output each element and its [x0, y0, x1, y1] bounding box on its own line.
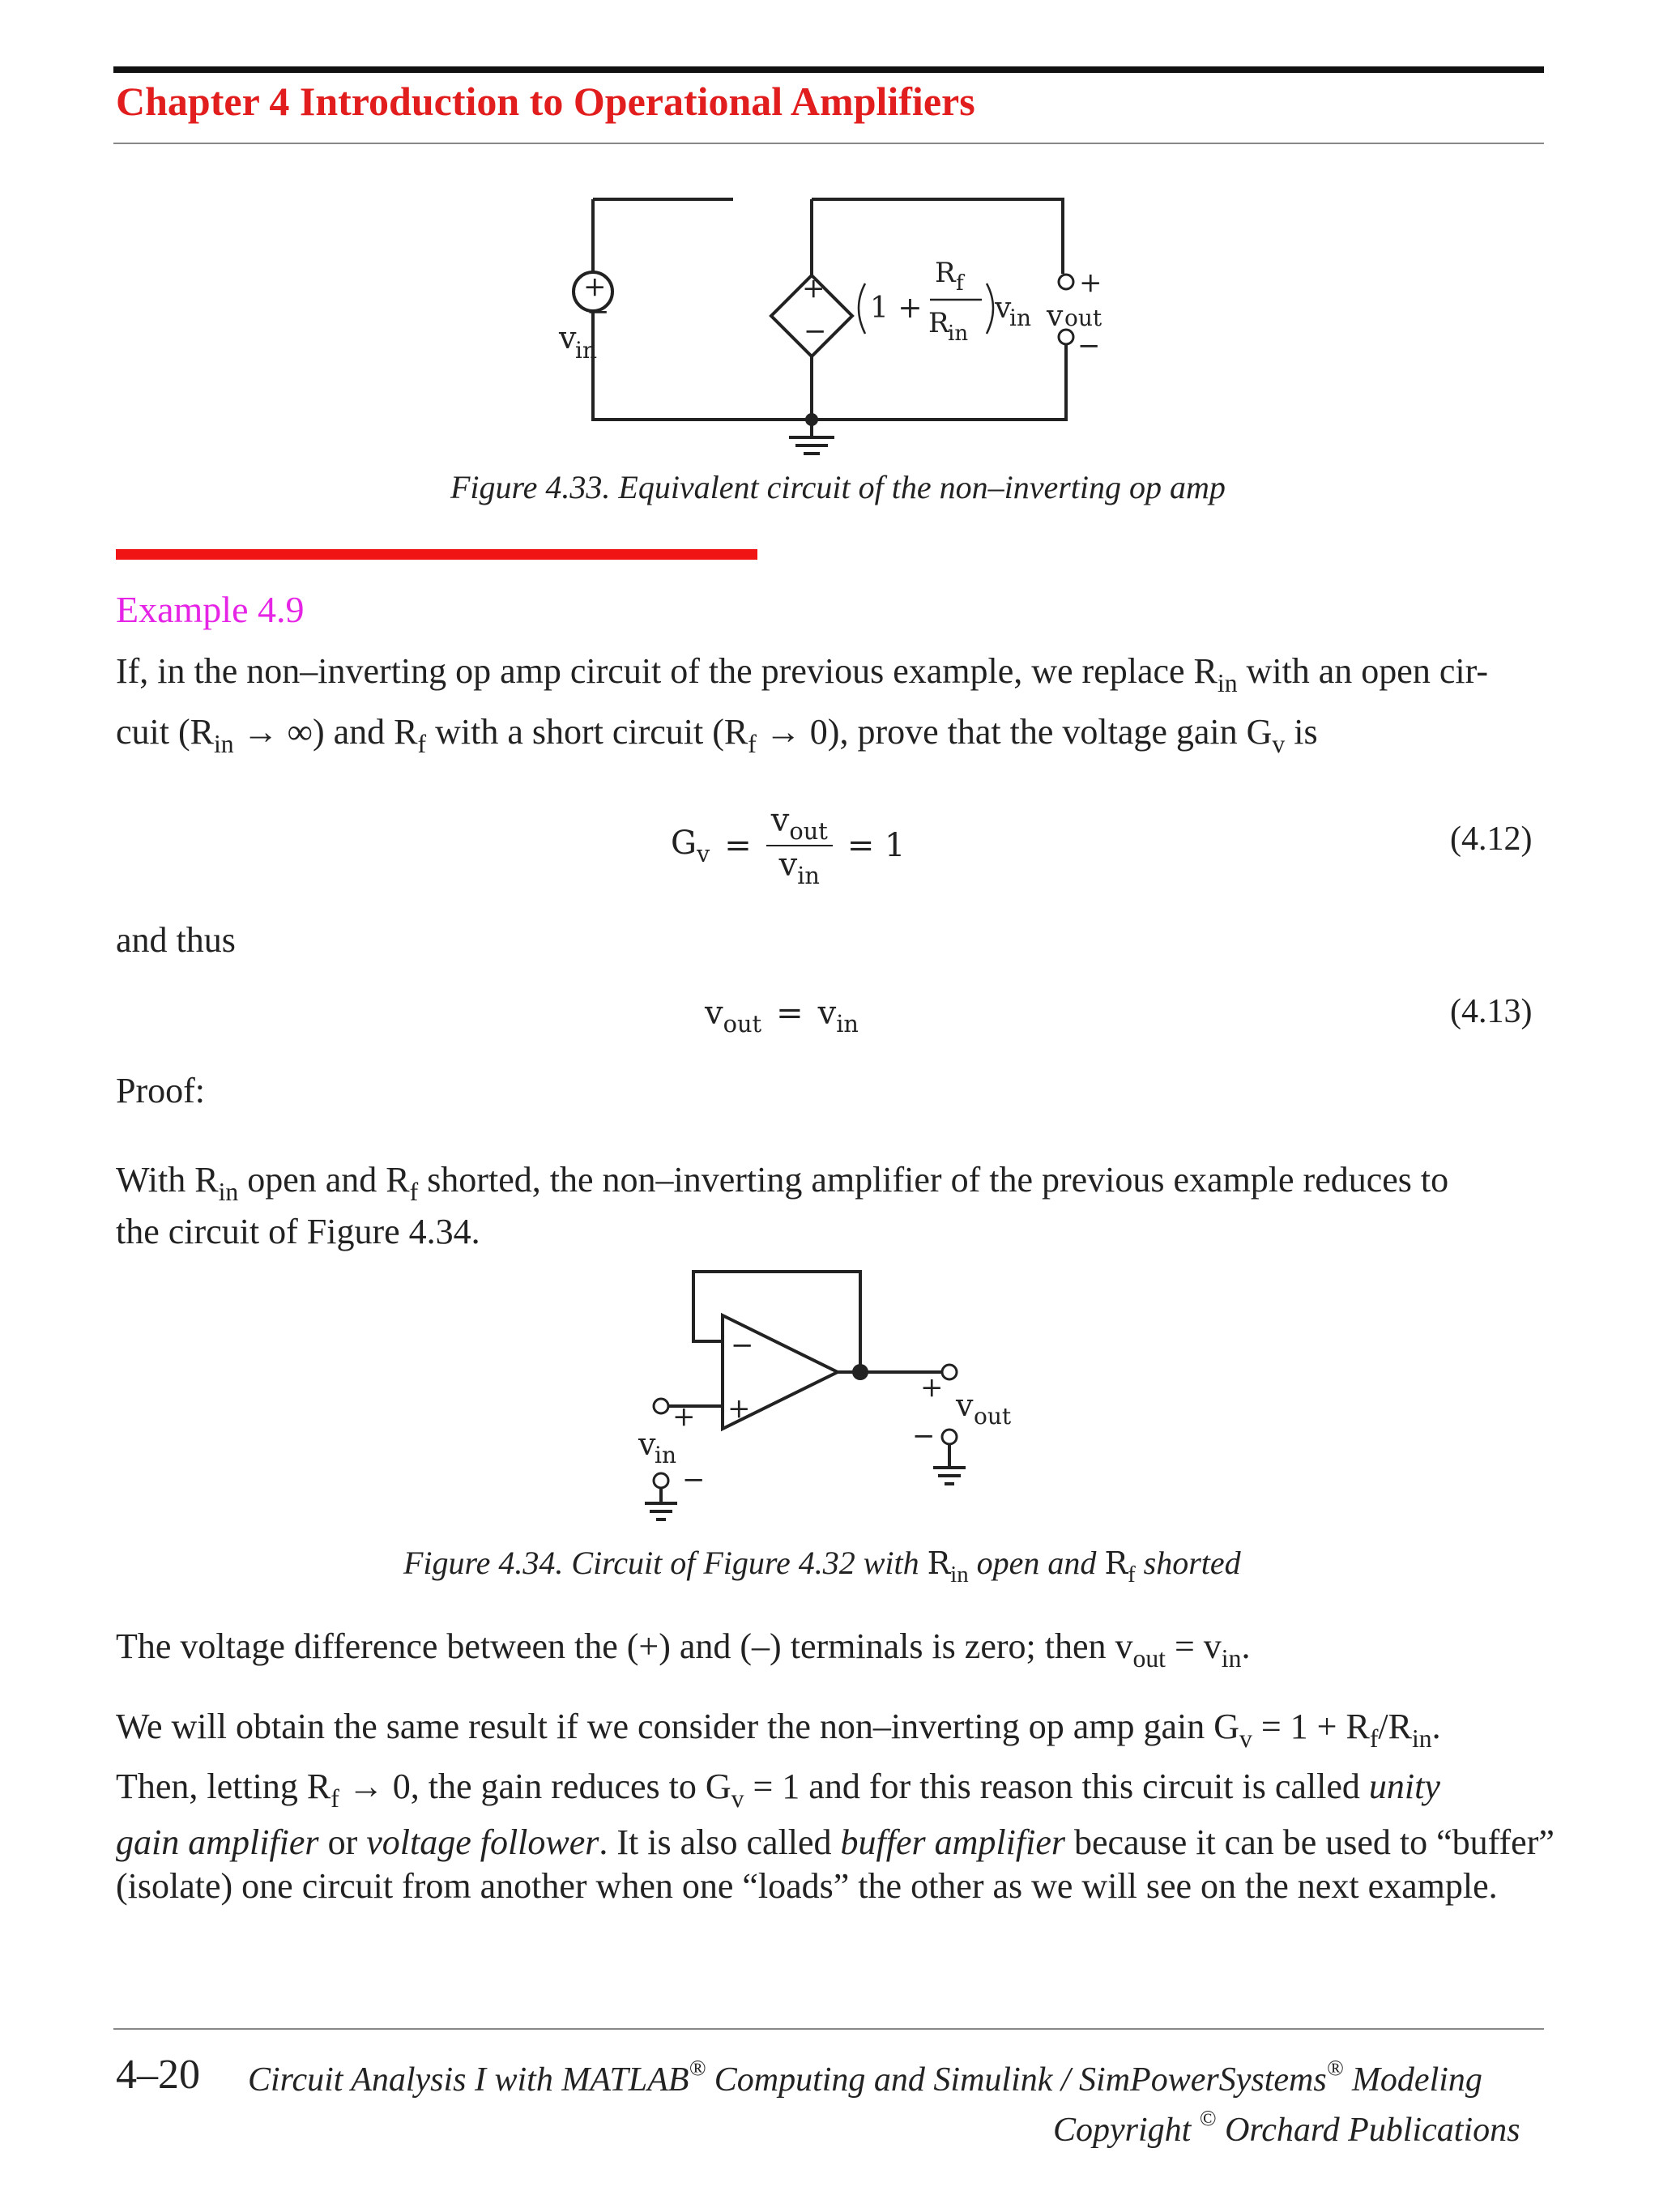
svg-text:v: v	[638, 1426, 656, 1462]
paragraph-4-line-3: gain amplifier or voltage follower. It is also called buffer amplifier because it can be used to “buffer”	[116, 1822, 1555, 1862]
equation-4-12: $G_v$ = $\frac{v_{out}}{v_{in}}$ = 1	[671, 802, 906, 890]
paragraph-4-line-2: Then, letting $R_f \to 0$, the gain reduces to $G_v = 1$ and for this reason this circuit is called unity	[116, 1767, 1440, 1813]
svg-text:R: R	[928, 307, 949, 339]
header-rule	[113, 66, 1544, 73]
figure-4-33-caption: Figure 4.33. Equivalent circuit of the non–inverting op amp	[450, 469, 1226, 505]
svg-text:in: in	[1009, 305, 1031, 331]
paragraph-4-line-4: (isolate) one circuit from another when one “loads” the other as we will see on the next example.	[116, 1866, 1498, 1906]
output-node	[852, 1364, 868, 1380]
figure-4-34	[624, 1264, 1013, 1539]
svg-text:+: +	[672, 1400, 696, 1433]
svg-text:−: −	[804, 315, 827, 347]
output-terminal-plus	[1059, 275, 1073, 289]
equation-number-4-12: (4.12)	[1450, 820, 1533, 858]
proof-label: Proof:	[116, 1071, 205, 1110]
svg-text:R: R	[935, 257, 956, 289]
svg-text:+: +	[920, 1371, 944, 1404]
example-red-bar	[116, 549, 757, 560]
svg-text:v: v	[995, 292, 1012, 325]
svg-text:out: out	[1064, 305, 1102, 331]
svg-text:1 +: 1 +	[870, 292, 923, 325]
paragraph-3: The voltage difference between the (+) and (–) terminals is zero; then $v_{out} = v_{in}$.	[116, 1626, 1251, 1673]
svg-text:+: +	[727, 1392, 751, 1425]
figure-4-34-caption: Figure 4.34. Circuit of Figure 4.32 with $R_{in}$ open and $R_f$ shorted	[403, 1545, 1241, 1588]
figure-4-33	[518, 186, 1134, 462]
svg-text:−: −	[912, 1420, 936, 1452]
svg-text:out: out	[974, 1403, 1012, 1430]
svg-text:f: f	[956, 271, 964, 296]
svg-text:+: +	[583, 271, 607, 303]
footer-rule	[113, 2028, 1544, 2030]
and-thus-text: and thus	[116, 920, 236, 960]
svg-text:in: in	[655, 1442, 676, 1468]
svg-text:+: +	[802, 272, 825, 305]
footer-copyright: Copyright © Orchard Publications	[1053, 2106, 1520, 2150]
paragraph-1-line-1: If, in the non–inverting op amp circuit of the previous example, we replace $R_{in}$ with an open cir-	[116, 651, 1489, 698]
equation-number-4-13: (4.13)	[1450, 993, 1533, 1030]
svg-text:v: v	[1047, 300, 1064, 333]
vout-terminal-plus	[942, 1365, 957, 1379]
equation-4-13: $v_{out}$ = $v_{in}$	[705, 995, 859, 1038]
vout-terminal-minus	[942, 1430, 957, 1444]
example-title: Example 4.9	[116, 589, 305, 630]
svg-text:in: in	[575, 337, 597, 364]
svg-text:−: −	[586, 296, 610, 328]
paragraph-1-line-2: cuit ($R_{in}$ → ∞) and $R_f$ with a short circuit $(R_f \to 0)$, prove that the voltage gain $G_v$ is	[116, 712, 1318, 759]
svg-text:v: v	[559, 320, 577, 356]
vin-terminal-minus	[654, 1473, 668, 1488]
vin-terminal-plus	[654, 1399, 668, 1413]
svg-text:v: v	[956, 1387, 974, 1423]
footer-book-title: Circuit Analysis I with MATLAB® Computing and Simulink / SimPowerSystems® Modeling	[248, 2056, 1482, 2099]
svg-text:+: +	[1079, 266, 1102, 299]
paragraph-2-line-1: With $R_{in}$ open and $R_f$ shorted, the non–inverting amplifier of the previous example reduces to	[116, 1160, 1449, 1207]
paragraph-4-line-1: We will obtain the same result if we consider the non–inverting op amp gain $G_v = 1 + R_f/R_{in}$.	[116, 1707, 1441, 1754]
ground-node	[805, 413, 818, 426]
chapter-title: Chapter 4 Introduction to Operational Amplifiers	[116, 79, 975, 124]
svg-text:−: −	[731, 1329, 754, 1362]
paragraph-2-line-2: the circuit of Figure 4.34.	[116, 1212, 480, 1251]
page-number: 4–20	[116, 2052, 200, 2098]
svg-text:−: −	[682, 1464, 706, 1496]
svg-text:in: in	[948, 322, 969, 346]
header-thin-rule	[113, 143, 1544, 144]
svg-text:−: −	[1077, 330, 1101, 362]
